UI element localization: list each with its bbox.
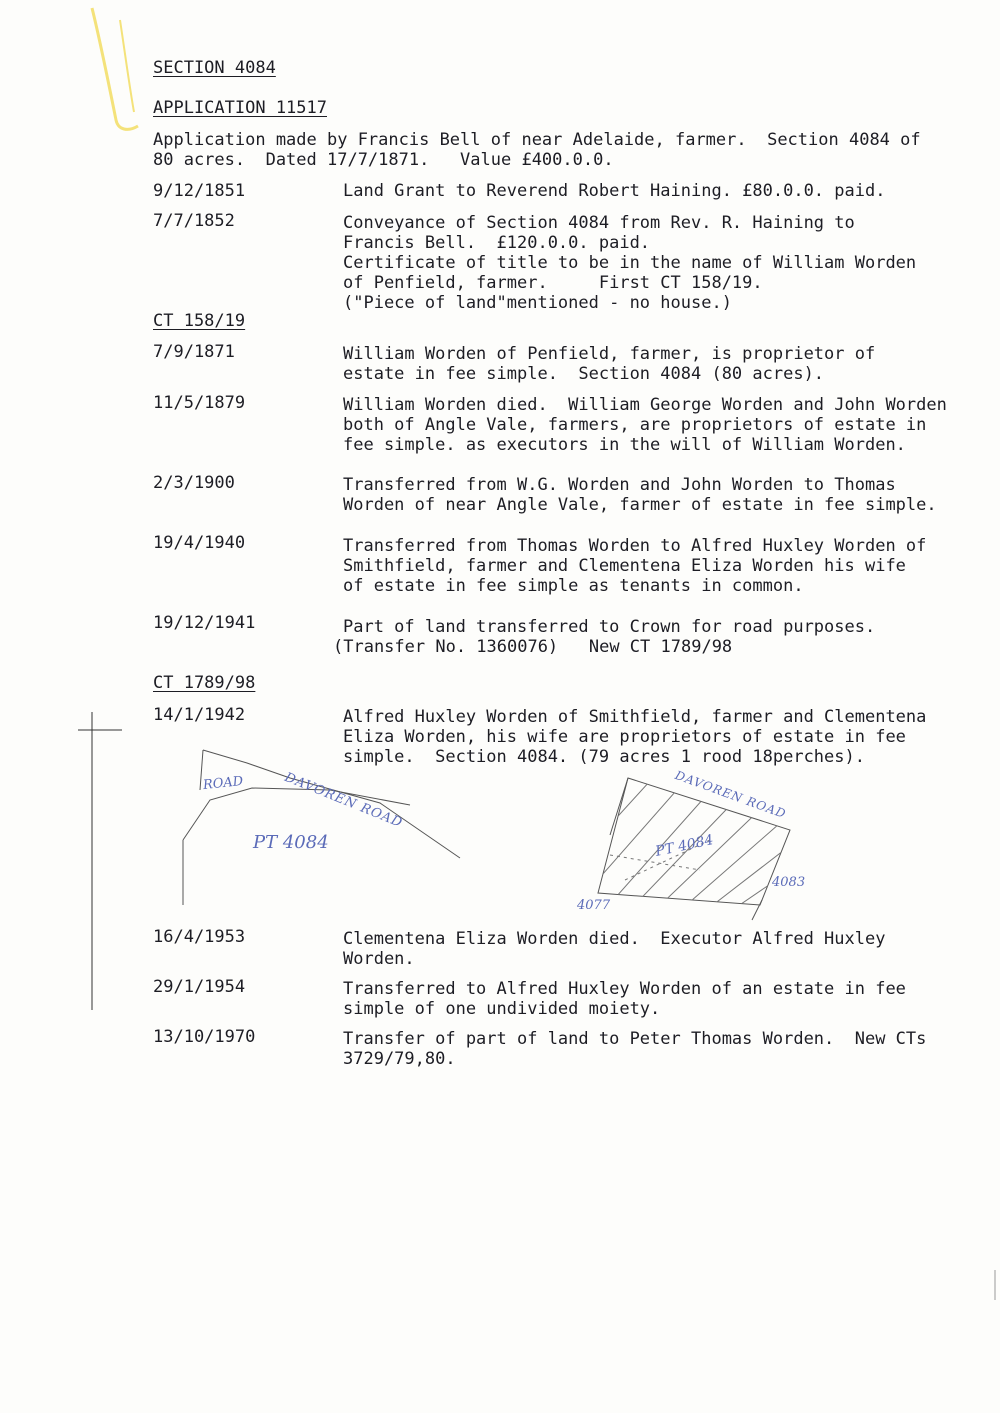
entry-text: William Worden of Penfield, farmer, is proprietor of	[343, 344, 876, 364]
entry-date: 7/9/1871	[153, 342, 235, 362]
intro-line-2: 80 acres. Dated 17/7/1871. Value £400.0.0.	[153, 150, 614, 170]
road-name-label: DAVOREN ROAD	[282, 770, 405, 832]
entry-text: Certificate of title to be in the name of William Worden	[343, 253, 917, 273]
entry-text: of estate in fee simple as tenants in common.	[343, 576, 804, 596]
entry-date: 11/5/1879	[153, 393, 246, 413]
entry-text: both of Angle Vale, farmers, are proprietors of estate in	[343, 415, 927, 435]
entry-text: Transfer of part of land to Peter Thomas Worden. New CTs	[343, 1029, 927, 1049]
entry-text: Transferred from W.G. Worden and John Worden to Thomas	[343, 475, 896, 495]
section-heading: SECTION 4084	[153, 58, 276, 78]
entry-date: 19/12/1941	[153, 613, 256, 633]
entry-text: ("Piece of land"mentioned - no house.)	[343, 293, 732, 313]
entry-text: Part of land transferred to Crown for road purposes.	[343, 617, 876, 637]
road-label: ROAD	[202, 773, 244, 794]
entry-date: 16/4/1953	[153, 927, 246, 947]
road-name-label: DAVOREN ROAD	[673, 768, 789, 822]
entry-text: Eliza Worden, his wife are proprietors of estate in fee	[343, 727, 906, 747]
entry-text: Clementena Eliza Worden died. Executor Alfred Huxley	[343, 929, 886, 949]
entry-text: Francis Bell. £120.0.0. paid.	[343, 233, 651, 253]
parcel-label: PT 4084	[253, 832, 329, 853]
entry-text: Transferred from Thomas Worden to Alfred Huxley Worden of	[343, 536, 927, 556]
neighbour-section-label: 4077	[577, 898, 611, 913]
entry-date: 2/3/1900	[153, 473, 235, 493]
entry-text: Smithfield, farmer and Clementena Eliza Worden his wife	[343, 556, 906, 576]
entry-text: Worden.	[343, 949, 415, 969]
entry-text: simple. Section 4084. (79 acres 1 rood 18perches).	[343, 747, 865, 767]
parcel-label: PT 4084	[653, 832, 715, 860]
entry-date: 14/1/1942	[153, 705, 246, 725]
entry-text: Land Grant to Reverend Robert Haining. £80.0.0. paid.	[343, 181, 886, 201]
entry-text: fee simple. as executors in the will of William Worden.	[343, 435, 906, 455]
entry-date: 7/7/1852	[153, 211, 235, 231]
intro-line-1: Application made by Francis Bell of near Adelaide, farmer. Section 4084 of	[153, 130, 921, 150]
entry-text: Conveyance of Section 4084 from Rev. R. Haining to	[343, 213, 855, 233]
entry-date: 9/12/1851	[153, 181, 246, 201]
entry-date: 19/4/1940	[153, 533, 246, 553]
entry-date: 29/1/1954	[153, 977, 246, 997]
ct-heading: CT 1789/98	[153, 673, 256, 693]
entry-text: Worden of near Angle Vale, farmer of estate in fee simple.	[343, 495, 937, 515]
entry-text: simple of one undivided moiety.	[343, 999, 661, 1019]
entry-text: of Penfield, farmer. First CT 158/19.	[343, 273, 763, 293]
entry-text: estate in fee simple. Section 4084 (80 acres).	[343, 364, 825, 384]
entry-text: Alfred Huxley Worden of Smithfield, farmer and Clementena	[343, 707, 927, 727]
entry-text: Transferred to Alfred Huxley Worden of an estate in fee	[343, 979, 906, 999]
neighbour-section-label: 4083	[772, 875, 806, 890]
entry-date: 13/10/1970	[153, 1027, 256, 1047]
application-heading: APPLICATION 11517	[153, 98, 327, 118]
entry-text: (Transfer No. 1360076) New CT 1789/98	[333, 637, 733, 657]
entry-text: 3729/79,80.	[343, 1049, 456, 1069]
ct-heading: CT 158/19	[153, 311, 246, 331]
entry-text: William Worden died. William George Worden and John Worden	[343, 395, 947, 415]
